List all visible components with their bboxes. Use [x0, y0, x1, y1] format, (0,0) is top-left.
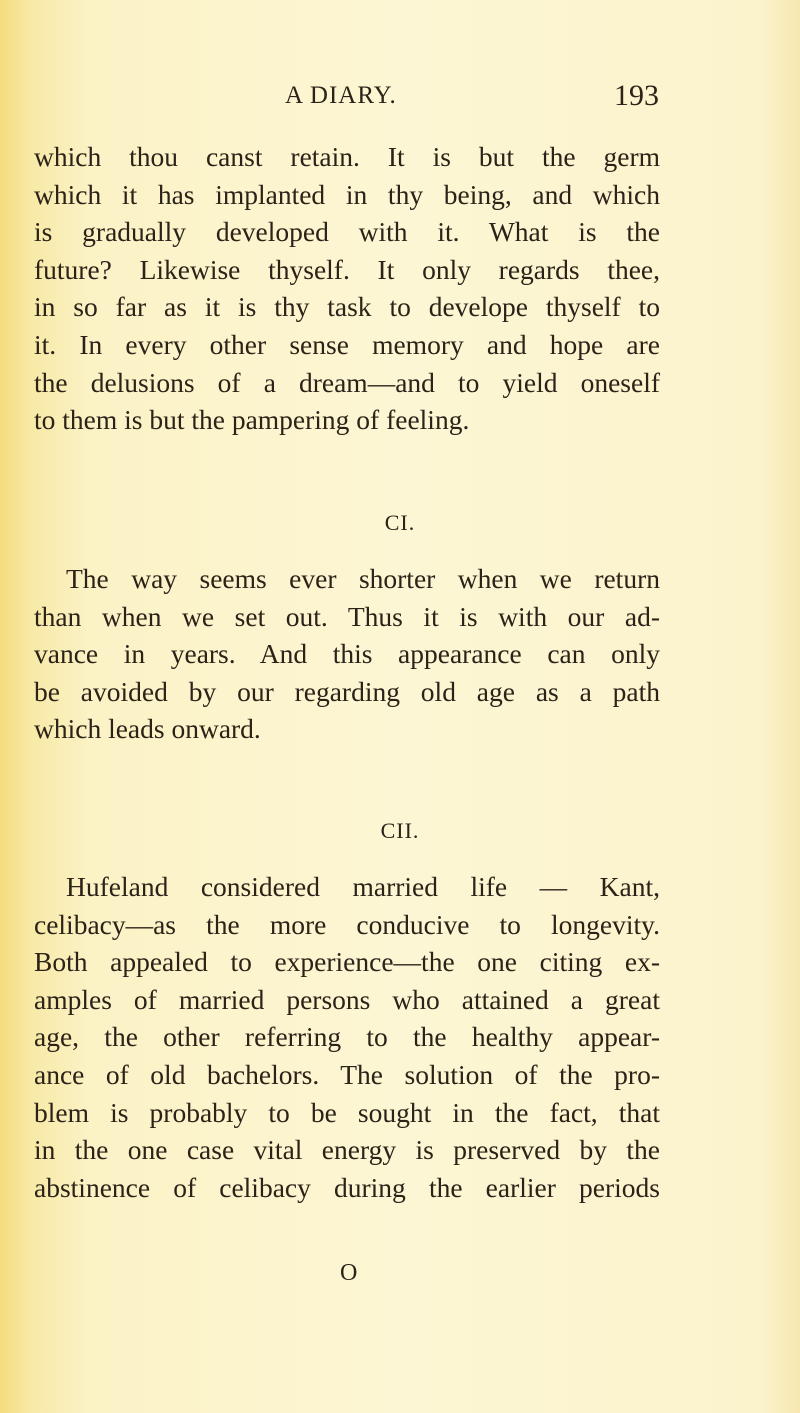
text-line: which it has implanted in thy being, and which [34, 178, 660, 210]
text-line: Hufeland considered married life — Kant, [66, 871, 660, 902]
text-line: which thou canst retain. It is but the germ [34, 141, 660, 172]
text-line: celibacy—as the more conducive to longevity. [34, 908, 660, 940]
text-line: be avoided by our regarding old age as a path [34, 675, 660, 707]
text-line: ance of old bachelors. The solution of the pro- [34, 1058, 660, 1090]
text-line: blem is probably to be sought in the fact, that [34, 1096, 660, 1128]
text-line: age, the other referring to the healthy appear- [34, 1021, 660, 1053]
text-line: the delusions of a dream—and to yield oneself [34, 366, 660, 398]
paragraph-cii [34, 868, 660, 1206]
signature-mark: O [340, 1260, 358, 1286]
page-header [0, 79, 800, 122]
text-line: The way seems ever shorter when we return [66, 563, 660, 594]
text-line: amples of married persons who attained a great [34, 983, 660, 1015]
text-line: in so far as it is thy task to develope thyself to [34, 291, 660, 323]
text-line: than when we set out. Thus it is with our ad- [34, 600, 660, 632]
text-line: is gradually developed with it. What is the [34, 216, 660, 248]
paragraph-continued [34, 138, 660, 439]
section-heading-ci: CI. [384, 510, 416, 535]
text-line: to them is but the pampering of feeling. [34, 404, 470, 436]
section-heading-cii: CII. [380, 818, 420, 843]
page-number: 193 [614, 79, 659, 112]
text-line: abstinence of celibacy during the earlier periods [34, 1171, 660, 1203]
running-title: A DIARY. [285, 82, 397, 109]
text-line: vance in years. And this appearance can only [34, 638, 660, 670]
paragraph-ci [34, 560, 660, 748]
text-line: in the one case vital energy is preserved by the [34, 1134, 660, 1166]
text-line: which leads onward. [34, 713, 261, 745]
text-line: Both appealed to experience—the one citing ex- [34, 946, 660, 978]
text-line: it. In every other sense memory and hope are [34, 328, 660, 360]
text-line: future? Likewise thyself. It only regards thee, [34, 253, 660, 285]
